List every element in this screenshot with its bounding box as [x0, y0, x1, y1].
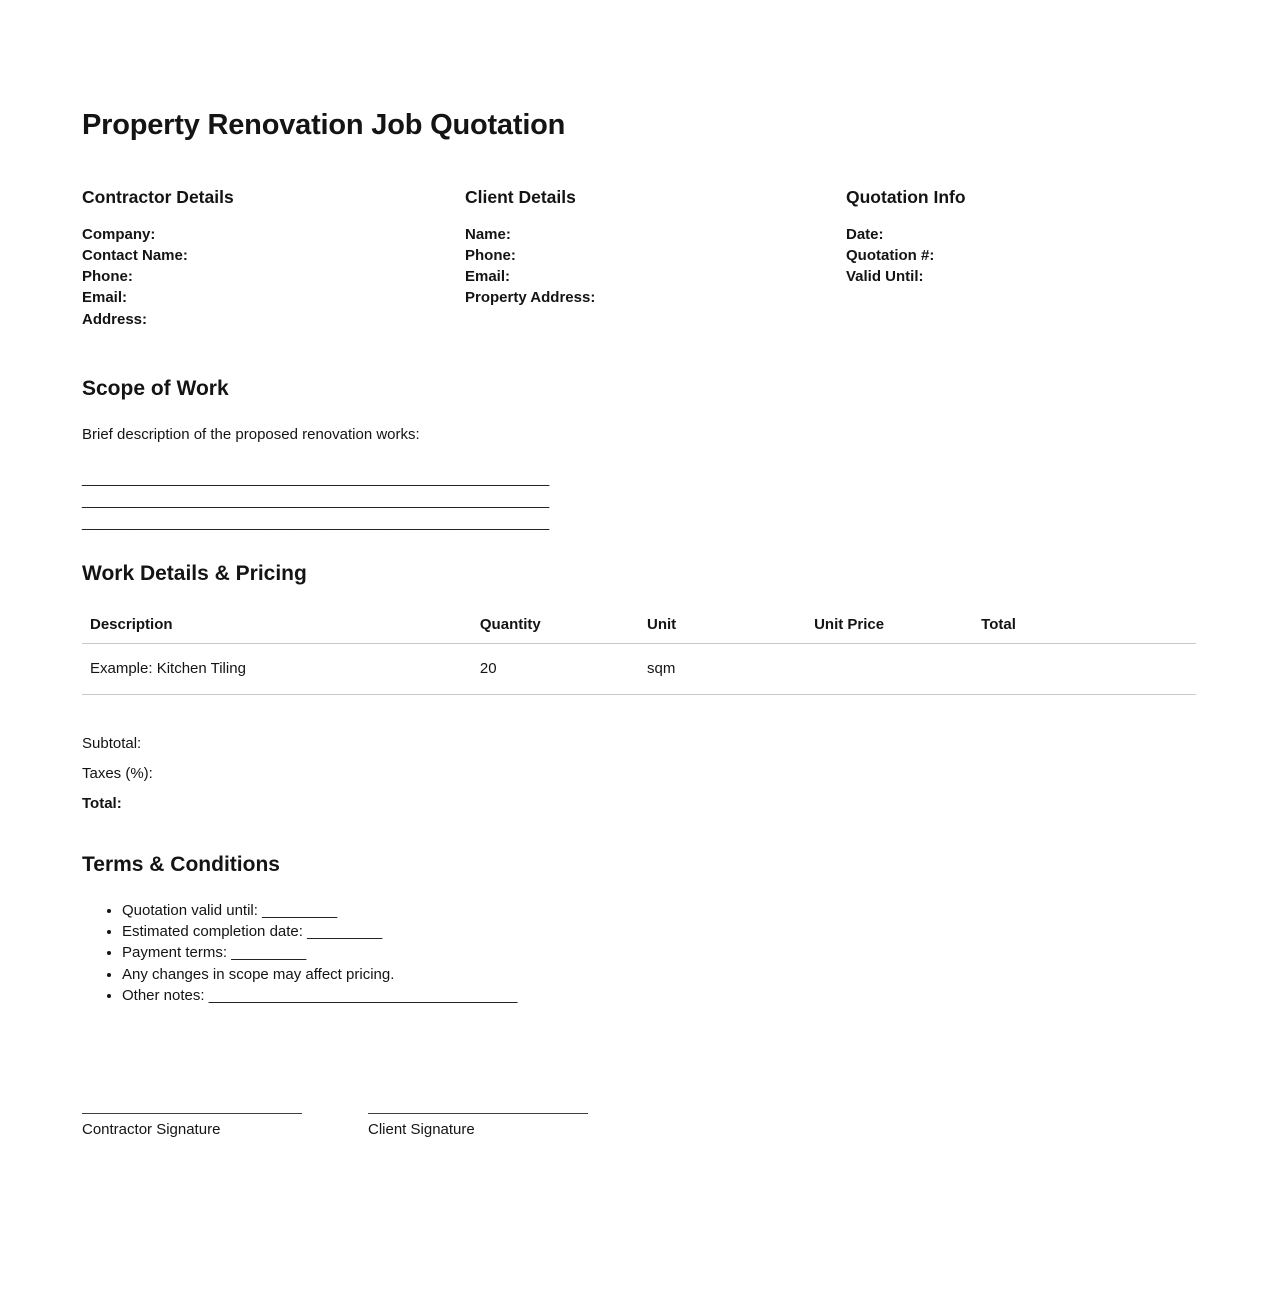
term-other-notes: • Other notes: _____________________________________: [122, 985, 1196, 1006]
quotation-number-label: Quotation #:: [846, 246, 935, 264]
terms-conditions-heading: Terms & Conditions: [82, 852, 280, 876]
scope-blank-lines: [82, 468, 1196, 534]
cell-description: Example: Kitchen Tiling: [82, 644, 472, 694]
table-row: [82, 644, 1196, 694]
scope-blank-line: ________________________________________________________: [82, 469, 550, 487]
client-signature-label: Client Signature: [368, 1121, 475, 1139]
contractor-phone-label: Phone:: [82, 268, 133, 286]
scope-blank-line: ________________________________________________________: [82, 513, 550, 531]
quotation-info-heading: Quotation Info: [846, 186, 966, 207]
contractor-signature-block: [82, 1113, 302, 1140]
column-header-quantity: Quantity: [472, 606, 639, 644]
scope-intro-text: Brief description of the proposed renovation works:: [82, 426, 420, 444]
signatures-row: [82, 1113, 1196, 1140]
work-details-pricing-heading: Work Details & Pricing: [82, 561, 307, 585]
cell-quantity: 20: [472, 644, 639, 694]
contractor-details-heading: Contractor Details: [82, 186, 234, 207]
term-scope-changes: • Any changes in scope may affect pricing.: [122, 964, 1196, 985]
client-name-label: Name:: [465, 225, 511, 243]
cell-total: [973, 644, 1196, 694]
client-details-heading: Client Details: [465, 186, 576, 207]
column-header-unit: Unit: [639, 606, 806, 644]
term-payment-terms: • Payment terms: _________: [122, 942, 1196, 963]
scope-blank-line: ________________________________________________________: [82, 491, 550, 509]
taxes-label: Taxes (%):: [82, 764, 153, 782]
column-header-unit-price: Unit Price: [806, 606, 973, 644]
client-details-section: [465, 186, 846, 330]
quotation-info-section: [846, 186, 1196, 330]
contractor-signature-line: [82, 1113, 302, 1114]
contractor-address-label: Address:: [82, 310, 148, 328]
total-label: Total:: [82, 795, 122, 813]
client-property-address-label: Property Address:: [465, 289, 596, 307]
page-title: Property Renovation Job Quotation: [82, 109, 566, 141]
scope-of-work-heading: Scope of Work: [82, 377, 229, 401]
contractor-company-label: Company:: [82, 225, 156, 243]
client-phone-label: Phone:: [465, 246, 516, 264]
client-email-label: Email:: [465, 268, 511, 286]
column-header-description: Description: [82, 606, 472, 644]
subtotal-label: Subtotal:: [82, 734, 142, 752]
term-estimated-completion-date: • Estimated completion date: _________: [122, 921, 1196, 942]
quotation-date-label: Date:: [846, 225, 884, 243]
contractor-contact-name-label: Contact Name:: [82, 246, 188, 264]
cell-unit: sqm: [639, 644, 806, 694]
client-signature-line: [368, 1113, 588, 1114]
contractor-signature-label: Contractor Signature: [82, 1121, 221, 1139]
cell-unit-price: [806, 644, 973, 694]
pricing-table: [82, 606, 1196, 695]
client-signature-block: [368, 1113, 588, 1140]
parties-row: [82, 186, 1196, 330]
column-header-total: Total: [973, 606, 1196, 644]
terms-list: [82, 900, 1196, 1006]
term-quotation-valid-until: • Quotation valid until: _________: [122, 900, 1196, 921]
totals-block: [82, 733, 1196, 815]
contractor-details-section: [82, 186, 465, 330]
pricing-table-header-row: [82, 606, 1196, 644]
contractor-email-label: Email:: [82, 289, 128, 307]
quotation-valid-until-label: Valid Until:: [846, 268, 924, 286]
